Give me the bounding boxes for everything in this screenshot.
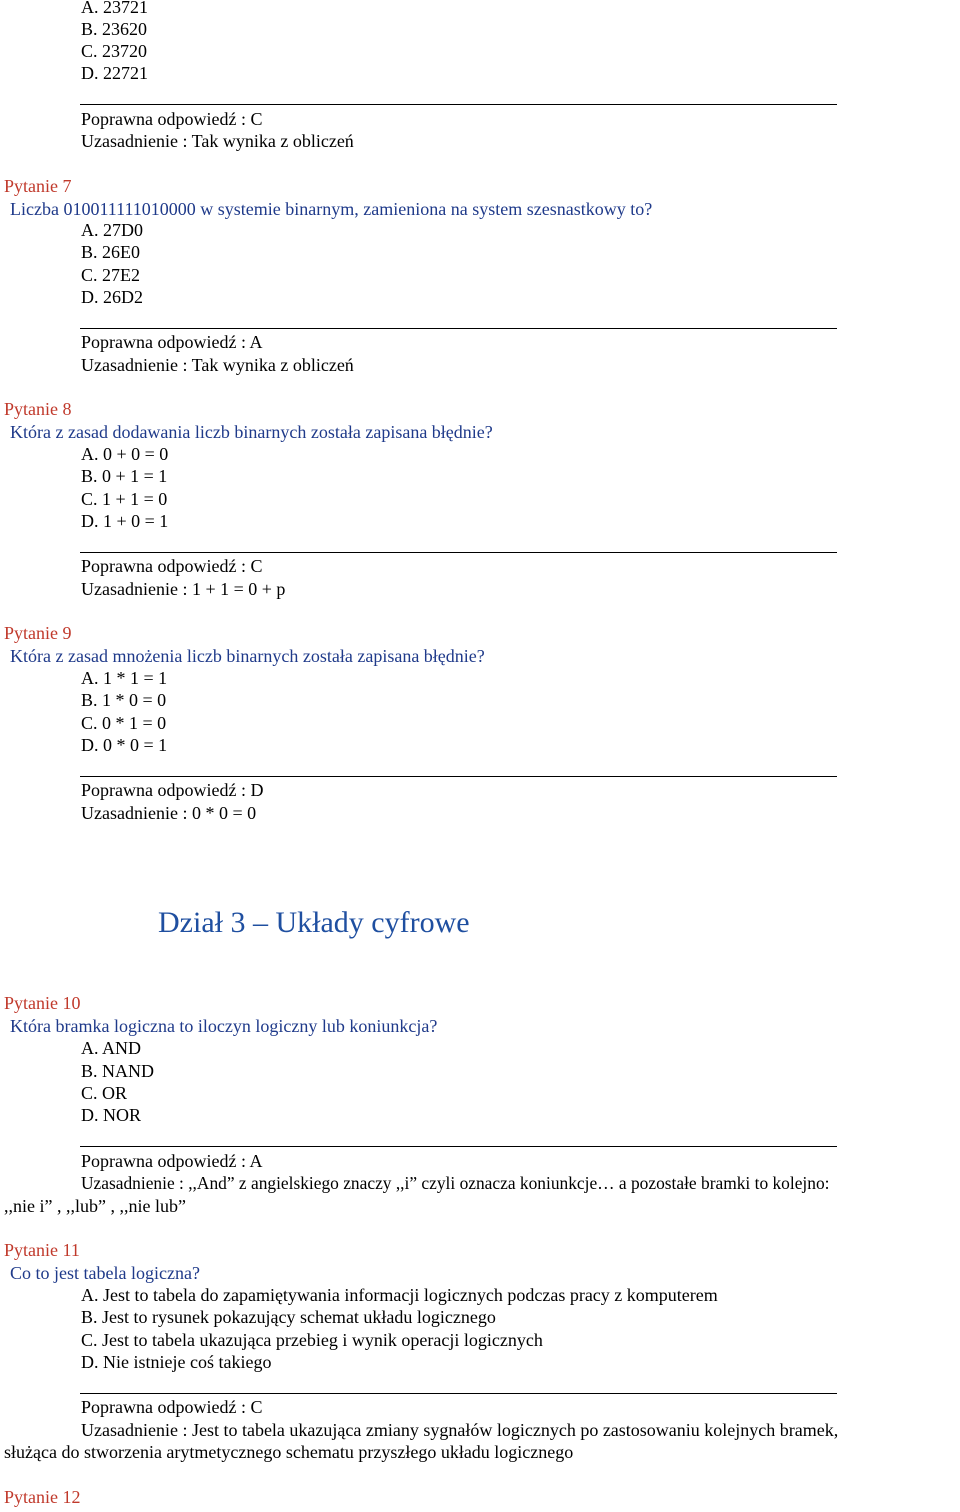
q9-answer: Poprawna odpowiedź : D (81, 780, 264, 800)
q11-reason-line2: służąca do stworzenia arytmetycznego schematu przyszłego układu logicznego (4, 1442, 574, 1462)
q6-reason: Uzasadnienie : Tak wynika z obliczeń (81, 131, 354, 151)
q10-reason-text: Uzasadnienie : ,,And” z angielskiego znaczy ,,i” czyli oznacza koniunkcje… a pozostałe bramki to kolejno: (81, 1173, 830, 1193)
q10-answer: Poprawna odpowiedź : A (81, 1151, 263, 1171)
q7-divider (80, 328, 837, 329)
q8-option-d: D. 1 + 0 = 1 (81, 511, 169, 531)
q10-divider (80, 1146, 837, 1147)
q9-option-d: D. 0 * 0 = 1 (81, 735, 168, 755)
section-heading: Dział 3 – Układy cyfrowe (158, 906, 470, 939)
q7-option-a: A. 27D0 (81, 220, 143, 240)
q10-option-d: D. NOR (81, 1105, 142, 1125)
q8-label: Pytanie 8 (4, 399, 72, 419)
q11-question: Co to jest tabela logiczna? (10, 1263, 200, 1283)
q7-question: Liczba 010011111010000 w systemie binarnym, zamieniona na system szesnastkowy to? (10, 199, 653, 219)
q9-option-b: B. 1 * 0 = 0 (81, 690, 167, 710)
q10-label: Pytanie 10 (4, 993, 81, 1013)
q11-answer: Poprawna odpowiedź : C (81, 1397, 263, 1417)
q10-option-a: A. AND (81, 1038, 142, 1058)
q10-reason-line2: ,,nie i” , ,,lub” , ,,nie lub” (4, 1196, 186, 1216)
q11-option-c: C. Jest to tabela ukazująca przebieg i wynik operacji logicznych (81, 1330, 543, 1350)
q8-divider (80, 552, 837, 553)
q6-option-c: C. 23720 (81, 41, 148, 61)
q10-reason-line1 (81, 1172, 829, 1194)
q6-divider (80, 104, 837, 105)
q8-reason: Uzasadnienie : 1 + 1 = 0 + p (81, 579, 286, 599)
q7-option-c: C. 27E2 (81, 265, 141, 285)
q8-option-b: B. 0 + 1 = 1 (81, 466, 168, 486)
q10-option-b: B. NAND (81, 1061, 155, 1081)
q11-reason-line1: Uzasadnienie : Jest to tabela ukazująca zmiany sygnałów logicznych po zastosowaniu kolejnych bramek, (81, 1420, 839, 1440)
q6-option-b: B. 23620 (81, 19, 148, 39)
q7-label: Pytanie 7 (4, 176, 72, 196)
q10-option-c: C. OR (81, 1083, 128, 1103)
q11-option-a: A. Jest to tabela do zapamiętywania informacji logicznych podczas pracy z komputerem (81, 1285, 718, 1305)
q6-answer: Poprawna odpowiedź : C (81, 109, 263, 129)
q7-reason: Uzasadnienie : Tak wynika z obliczeń (81, 355, 354, 375)
q8-answer: Poprawna odpowiedź : C (81, 556, 263, 576)
q8-question: Która z zasad dodawania liczb binarnych została zapisana błędnie? (10, 422, 493, 442)
q11-divider (80, 1393, 837, 1394)
q9-question: Która z zasad mnożenia liczb binarnych została zapisana błędnie? (10, 646, 485, 666)
q6-option-d: D. 22721 (81, 63, 148, 83)
q9-divider (80, 776, 837, 777)
q8-option-c: C. 1 + 1 = 0 (81, 489, 168, 509)
q9-reason: Uzasadnienie : 0 * 0 = 0 (81, 803, 257, 823)
q9-label: Pytanie 9 (4, 623, 72, 643)
q8-option-a: A. 0 + 0 = 0 (81, 444, 169, 464)
q11-label: Pytanie 11 (4, 1240, 80, 1260)
q10-question: Która bramka logiczna to iloczyn logiczny lub koniunkcja? (10, 1016, 438, 1036)
q7-option-d: D. 26D2 (81, 287, 143, 307)
q11-option-b: B. Jest to rysunek pokazujący schemat układu logicznego (81, 1307, 496, 1327)
q9-option-c: C. 0 * 1 = 0 (81, 713, 167, 733)
q9-option-a: A. 1 * 1 = 1 (81, 668, 168, 688)
q6-option-a: A. 23721 (81, 0, 148, 17)
q7-option-b: B. 26E0 (81, 242, 141, 262)
q12-label: Pytanie 12 (4, 1487, 81, 1507)
q11-option-d: D. Nie istnieje coś takiego (81, 1352, 272, 1372)
q7-answer: Poprawna odpowiedź : A (81, 332, 263, 352)
